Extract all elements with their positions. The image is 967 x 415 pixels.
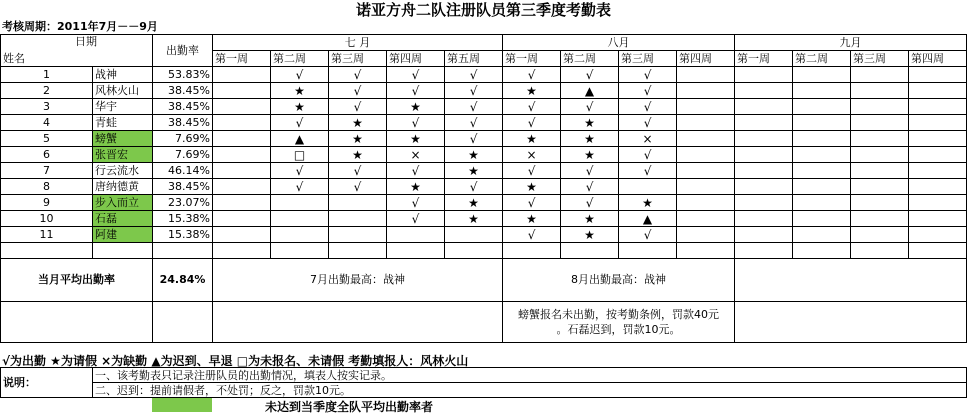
attendance-mark xyxy=(851,211,909,227)
attendance-mark: √ xyxy=(271,115,329,131)
empty-cell xyxy=(793,243,851,259)
attendance-mark: √ xyxy=(619,115,677,131)
attendance-mark: √ xyxy=(445,83,503,99)
attendance-mark: ★ xyxy=(387,99,445,115)
attendance-mark xyxy=(677,227,735,243)
month-header: 九月 xyxy=(735,35,967,51)
attendance-mark: √ xyxy=(271,163,329,179)
attendance-mark xyxy=(677,131,735,147)
member-name: 唐纳德黄 xyxy=(93,179,153,195)
attendance-mark xyxy=(793,195,851,211)
attendance-mark xyxy=(677,163,735,179)
attendance-mark xyxy=(677,211,735,227)
attendance-mark: √ xyxy=(387,67,445,83)
attendance-mark xyxy=(793,99,851,115)
attendance-mark: × xyxy=(619,131,677,147)
attendance-mark: √ xyxy=(503,195,561,211)
attendance-mark: ★ xyxy=(561,211,619,227)
attendance-mark: √ xyxy=(561,195,619,211)
row-number: 5 xyxy=(1,131,93,147)
table-row xyxy=(1,179,967,195)
empty-cell xyxy=(153,243,213,259)
attendance-mark xyxy=(793,115,851,131)
attendance-mark: √ xyxy=(329,179,387,195)
attendance-mark xyxy=(793,227,851,243)
attendance-mark: √ xyxy=(619,67,677,83)
attendance-mark: ★ xyxy=(445,147,503,163)
attendance-mark: ★ xyxy=(619,195,677,211)
member-name: 华宇 xyxy=(93,99,153,115)
attendance-mark xyxy=(445,227,503,243)
attendance-mark xyxy=(909,131,967,147)
attendance-mark xyxy=(735,147,793,163)
attendance-mark xyxy=(329,195,387,211)
attendance-mark: √ xyxy=(619,163,677,179)
attendance-mark: ★ xyxy=(271,83,329,99)
penalty-note xyxy=(503,302,735,343)
attendance-rate: 15.38% xyxy=(153,227,213,243)
empty-cell xyxy=(387,243,445,259)
attendance-mark xyxy=(735,67,793,83)
week-header: 第一周 xyxy=(213,51,271,67)
sheet-title: 诺亚方舟二队注册队员第三季度考勤表 xyxy=(355,1,611,19)
table-row xyxy=(1,195,967,211)
attendance-mark: ★ xyxy=(561,131,619,147)
row-number: 10 xyxy=(1,211,93,227)
row-number: 4 xyxy=(1,115,93,131)
attendance-mark: √ xyxy=(503,163,561,179)
empty-cell xyxy=(1,243,93,259)
attendance-mark: √ xyxy=(619,83,677,99)
member-name: 风林火山 xyxy=(93,83,153,99)
attendance-mark xyxy=(793,67,851,83)
avg-rate-label: 当月平均出勤率 xyxy=(1,259,153,302)
empty-cell xyxy=(93,243,153,259)
attendance-mark xyxy=(677,83,735,99)
notes-label: 说明： xyxy=(1,368,93,398)
empty-cell xyxy=(1,302,153,343)
attendance-mark: √ xyxy=(503,115,561,131)
note-line-2: 二、迟到：提前请假者，不处罚；反之，罚款10元。 xyxy=(93,383,967,398)
attendance-mark xyxy=(851,163,909,179)
attendance-mark: ★ xyxy=(445,211,503,227)
attendance-mark: ★ xyxy=(503,131,561,147)
august-best: 8月出勤最高：战神 xyxy=(503,259,735,302)
empty-cell xyxy=(213,243,271,259)
attendance-mark xyxy=(909,227,967,243)
attendance-mark xyxy=(677,179,735,195)
empty-cell xyxy=(909,243,967,259)
attendance-mark: ★ xyxy=(387,131,445,147)
week-header: 第四周 xyxy=(387,51,445,67)
attendance-mark xyxy=(793,83,851,99)
avg-rate-value: 24.84% xyxy=(153,259,213,302)
attendance-rate: 7.69% xyxy=(153,147,213,163)
attendance-mark xyxy=(619,179,677,195)
attendance-rate: 23.07% xyxy=(153,195,213,211)
notes-table xyxy=(0,367,967,398)
attendance-mark xyxy=(213,99,271,115)
attendance-mark xyxy=(851,227,909,243)
attendance-mark: √ xyxy=(329,67,387,83)
week-header: 第一周 xyxy=(503,51,561,67)
attendance-mark: √ xyxy=(387,115,445,131)
attendance-mark: √ xyxy=(619,99,677,115)
attendance-mark xyxy=(793,131,851,147)
table-row xyxy=(1,163,967,179)
attendance-mark xyxy=(851,99,909,115)
attendance-mark xyxy=(677,195,735,211)
week-header: 第三周 xyxy=(329,51,387,67)
attendance-rate: 38.45% xyxy=(153,99,213,115)
attendance-mark xyxy=(735,179,793,195)
attendance-mark xyxy=(213,83,271,99)
attendance-mark xyxy=(793,211,851,227)
attendance-mark xyxy=(851,115,909,131)
attendance-mark xyxy=(735,115,793,131)
attendance-mark: √ xyxy=(445,99,503,115)
member-name: 石磊 xyxy=(93,211,153,227)
table-row xyxy=(1,227,967,243)
attendance-mark xyxy=(735,227,793,243)
attendance-mark: ★ xyxy=(503,83,561,99)
week-header: 第二周 xyxy=(271,51,329,67)
attendance-mark xyxy=(909,99,967,115)
attendance-mark: √ xyxy=(387,195,445,211)
attendance-mark: ★ xyxy=(445,195,503,211)
attendance-mark xyxy=(735,99,793,115)
row-number: 1 xyxy=(1,67,93,83)
empty-cell xyxy=(735,302,967,343)
attendance-mark: × xyxy=(503,147,561,163)
empty-cell xyxy=(851,243,909,259)
row-number: 8 xyxy=(1,179,93,195)
empty-cell xyxy=(213,302,503,343)
attendance-mark xyxy=(213,211,271,227)
week-header: 第三周 xyxy=(619,51,677,67)
attendance-mark: ★ xyxy=(561,115,619,131)
attendance-mark: ★ xyxy=(329,147,387,163)
attendance-rate: 38.45% xyxy=(153,179,213,195)
empty-cell xyxy=(677,243,735,259)
table-row xyxy=(1,211,967,227)
attendance-mark: √ xyxy=(503,67,561,83)
attendance-mark xyxy=(851,195,909,211)
attendance-mark xyxy=(735,163,793,179)
attendance-mark: √ xyxy=(329,83,387,99)
empty-cell xyxy=(503,243,561,259)
attendance-mark xyxy=(213,115,271,131)
date-header: 日期 xyxy=(75,35,97,48)
attendance-mark xyxy=(213,67,271,83)
attendance-mark: ▲ xyxy=(561,83,619,99)
attendance-mark: ★ xyxy=(271,99,329,115)
attendance-mark: √ xyxy=(503,99,561,115)
attendance-mark: ★ xyxy=(387,179,445,195)
legend-line: √为出勤 ★为请假 ×为缺勤 ▲为迟到、早退 □为未报名、未请假 考勤填报人：风林火山 xyxy=(2,354,469,368)
attendance-mark xyxy=(793,179,851,195)
row-number: 2 xyxy=(1,83,93,99)
empty-cell xyxy=(735,243,793,259)
attendance-rate: 15.38% xyxy=(153,211,213,227)
attendance-mark: ★ xyxy=(445,163,503,179)
attendance-mark xyxy=(735,211,793,227)
row-number: 9 xyxy=(1,195,93,211)
empty-cell xyxy=(619,243,677,259)
attendance-mark: √ xyxy=(387,163,445,179)
month-header: 八月 xyxy=(503,35,735,51)
table-row xyxy=(1,67,967,83)
table-row xyxy=(1,83,967,99)
july-best: 7月出勤最高：战神 xyxy=(213,259,503,302)
attendance-rate: 7.69% xyxy=(153,131,213,147)
attendance-mark xyxy=(909,83,967,99)
attendance-mark: □ xyxy=(271,147,329,163)
member-name: 行云流水 xyxy=(93,163,153,179)
attendance-mark: ★ xyxy=(503,179,561,195)
empty-cell xyxy=(153,302,213,343)
week-header: 第五周 xyxy=(445,51,503,67)
attendance-mark: √ xyxy=(561,179,619,195)
attendance-mark xyxy=(329,227,387,243)
week-header: 第四周 xyxy=(909,51,967,67)
table-row xyxy=(1,131,967,147)
attendance-mark: √ xyxy=(329,99,387,115)
attendance-mark xyxy=(677,115,735,131)
table-row xyxy=(1,99,967,115)
attendance-mark xyxy=(851,147,909,163)
attendance-mark xyxy=(387,227,445,243)
period-label: 考核周期：2011年7月－－9月 xyxy=(2,20,158,33)
attendance-mark: ▲ xyxy=(271,131,329,147)
attendance-mark xyxy=(677,67,735,83)
attendance-mark xyxy=(909,115,967,131)
attendance-mark xyxy=(213,179,271,195)
attendance-mark xyxy=(213,195,271,211)
attendance-mark: ★ xyxy=(329,131,387,147)
attendance-mark xyxy=(213,227,271,243)
name-header: 姓名 xyxy=(3,52,25,65)
attendance-rate: 38.45% xyxy=(153,83,213,99)
attendance-mark xyxy=(909,147,967,163)
empty-cell xyxy=(329,243,387,259)
penalty-note-line-1: 螃蟹报名未出勤，按考勤条例，罚款40元 xyxy=(518,308,720,321)
september-summary xyxy=(735,259,967,302)
attendance-mark: √ xyxy=(445,67,503,83)
attendance-mark xyxy=(213,131,271,147)
green-legend-text: 未达到当季度全队平均出勤率者 xyxy=(265,400,434,414)
attendance-mark: √ xyxy=(619,147,677,163)
attendance-mark xyxy=(677,99,735,115)
attendance-mark xyxy=(213,163,271,179)
empty-cell xyxy=(561,243,619,259)
penalty-note-line-2: 。石磊迟到，罚款10元。 xyxy=(556,323,681,336)
attendance-mark: √ xyxy=(271,67,329,83)
member-name: 青蛙 xyxy=(93,115,153,131)
attendance-mark xyxy=(735,131,793,147)
attendance-mark: √ xyxy=(503,227,561,243)
attendance-mark xyxy=(851,179,909,195)
member-name: 张晋宏 xyxy=(93,147,153,163)
table-row xyxy=(1,115,967,131)
attendance-mark xyxy=(909,67,967,83)
rate-header: 出勤率 xyxy=(153,35,213,67)
row-number: 6 xyxy=(1,147,93,163)
attendance-mark xyxy=(271,211,329,227)
attendance-mark: √ xyxy=(445,115,503,131)
attendance-mark: × xyxy=(387,147,445,163)
attendance-mark: √ xyxy=(619,227,677,243)
attendance-mark: ▲ xyxy=(619,211,677,227)
attendance-mark xyxy=(909,163,967,179)
week-header: 第三周 xyxy=(851,51,909,67)
attendance-mark xyxy=(909,195,967,211)
member-name: 螃蟹 xyxy=(93,131,153,147)
attendance-mark xyxy=(735,83,793,99)
month-header: 七 月 xyxy=(213,35,503,51)
attendance-mark xyxy=(213,147,271,163)
attendance-mark: √ xyxy=(561,67,619,83)
attendance-mark: ★ xyxy=(503,211,561,227)
week-header: 第四周 xyxy=(677,51,735,67)
attendance-mark xyxy=(677,147,735,163)
week-header: 第二周 xyxy=(793,51,851,67)
attendance-table xyxy=(0,34,967,343)
attendance-mark xyxy=(793,163,851,179)
member-name: 阿建 xyxy=(93,227,153,243)
attendance-mark xyxy=(271,227,329,243)
member-name: 步入而立 xyxy=(93,195,153,211)
row-number: 11 xyxy=(1,227,93,243)
attendance-mark: √ xyxy=(561,99,619,115)
empty-cell xyxy=(271,243,329,259)
attendance-mark: √ xyxy=(329,163,387,179)
attendance-mark xyxy=(851,131,909,147)
attendance-rate: 53.83% xyxy=(153,67,213,83)
green-legend-swatch xyxy=(152,398,212,412)
table-row xyxy=(1,147,967,163)
attendance-mark xyxy=(909,211,967,227)
date-name-header xyxy=(1,35,153,67)
attendance-mark xyxy=(329,211,387,227)
row-number: 3 xyxy=(1,99,93,115)
attendance-mark xyxy=(271,195,329,211)
attendance-rate: 46.14% xyxy=(153,163,213,179)
attendance-mark: ★ xyxy=(329,115,387,131)
week-header: 第一周 xyxy=(735,51,793,67)
row-number: 7 xyxy=(1,163,93,179)
note-line-1: 一、该考勤表只记录注册队员的出勤情况，填表人按实记录。 xyxy=(93,368,967,383)
attendance-mark xyxy=(909,179,967,195)
attendance-mark: √ xyxy=(387,211,445,227)
attendance-rate: 38.45% xyxy=(153,115,213,131)
member-name: 战神 xyxy=(93,67,153,83)
attendance-mark: √ xyxy=(445,179,503,195)
attendance-mark: √ xyxy=(271,179,329,195)
attendance-mark xyxy=(851,67,909,83)
attendance-mark xyxy=(851,83,909,99)
attendance-mark: √ xyxy=(561,163,619,179)
attendance-mark: ★ xyxy=(561,147,619,163)
attendance-mark: ★ xyxy=(561,227,619,243)
week-header: 第二周 xyxy=(561,51,619,67)
empty-cell xyxy=(445,243,503,259)
attendance-mark xyxy=(793,147,851,163)
attendance-mark: √ xyxy=(387,83,445,99)
attendance-mark xyxy=(735,195,793,211)
attendance-mark: √ xyxy=(445,131,503,147)
